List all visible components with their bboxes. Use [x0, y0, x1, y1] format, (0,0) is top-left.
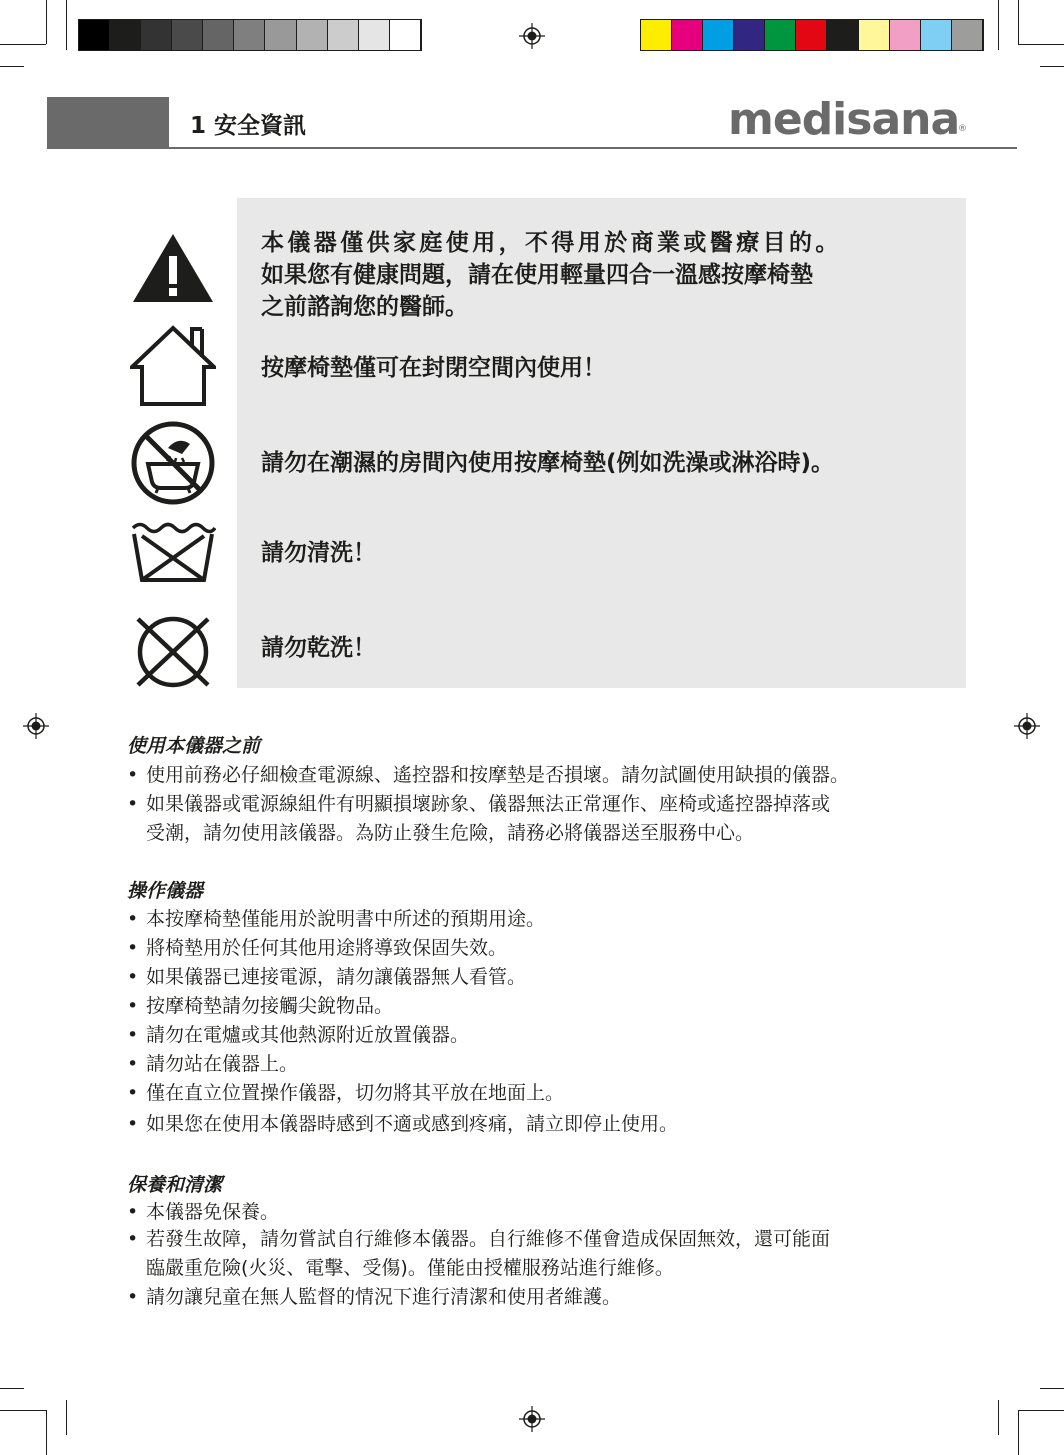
color-swatch	[890, 20, 921, 50]
page-title: 1 安全資訊	[190, 113, 307, 139]
registration-mark-icon	[1014, 713, 1040, 739]
warning-no-damp-rooms: 請勿在潮濕的房間內使用按摩椅墊(例如洗澡或淋浴時)。	[261, 450, 835, 476]
color-swatch	[827, 20, 858, 50]
color-swatch	[921, 20, 952, 50]
color-swatch	[141, 20, 172, 50]
color-swatch	[203, 20, 234, 50]
color-swatch	[79, 20, 110, 50]
grayscale-color-bar	[78, 19, 422, 51]
color-swatch	[359, 20, 390, 50]
warning-triangle-icon	[131, 232, 215, 304]
warning-household-use: 本儀器僅供家庭使用，不得用於商業或醫療目的。	[261, 230, 842, 256]
crop-mark	[1040, 1388, 1064, 1389]
crop-mark	[1018, 1410, 1019, 1455]
color-swatch	[641, 20, 672, 50]
section-title-care-cleaning: 保養和清潔	[127, 1174, 223, 1196]
color-swatch	[234, 20, 265, 50]
color-swatch	[734, 20, 765, 50]
no-bath-icon	[130, 420, 216, 506]
color-swatch	[703, 20, 734, 50]
registration-mark-icon	[23, 713, 49, 739]
crop-mark	[1018, 1410, 1064, 1411]
color-swatch	[110, 20, 141, 50]
crop-mark	[1040, 66, 1064, 67]
crop-mark	[998, 0, 999, 50]
registered-mark: ®	[958, 124, 967, 134]
crop-mark	[0, 66, 24, 67]
no-wash-icon	[130, 522, 216, 584]
crop-mark	[0, 44, 46, 45]
section-title-before-use: 使用本儀器之前	[127, 735, 261, 757]
color-swatch	[952, 20, 983, 50]
crop-mark	[998, 1400, 999, 1435]
color-swatch	[859, 20, 890, 50]
warning-indoor-only: 按摩椅墊僅可在封閉空間內使用！	[261, 355, 606, 381]
color-swatch	[765, 20, 796, 50]
process-color-bar	[640, 19, 984, 51]
warning-no-wash: 請勿清洗！	[261, 540, 376, 566]
header-tab-block	[47, 97, 169, 147]
crop-mark	[46, 0, 47, 44]
brand-logo: medisana	[728, 94, 960, 145]
color-swatch	[390, 20, 421, 50]
color-swatch	[672, 20, 703, 50]
registration-mark-icon	[519, 23, 545, 49]
crop-mark	[66, 1400, 67, 1435]
warning-no-dryclean: 請勿乾洗！	[261, 635, 376, 661]
crop-mark	[46, 1410, 47, 1455]
house-icon	[130, 325, 216, 407]
color-swatch	[265, 20, 296, 50]
no-dryclean-icon	[132, 614, 214, 690]
color-swatch	[297, 20, 328, 50]
color-swatch	[172, 20, 203, 50]
crop-mark	[0, 1388, 24, 1389]
header-rule	[47, 147, 1017, 149]
crop-mark	[0, 1410, 46, 1411]
color-swatch	[328, 20, 359, 50]
warning-consult-doctor-line1: 如果您有健康問題，請在使用輕量四合一溫感按摩椅墊	[261, 262, 813, 288]
crop-mark	[1018, 44, 1064, 45]
crop-mark	[66, 0, 67, 50]
crop-mark	[1018, 0, 1019, 44]
registration-mark-icon	[519, 1406, 545, 1432]
warning-consult-doctor-line2: 之前諮詢您的醫師。	[261, 294, 468, 320]
color-swatch	[796, 20, 827, 50]
section-title-operation: 操作儀器	[127, 880, 204, 902]
